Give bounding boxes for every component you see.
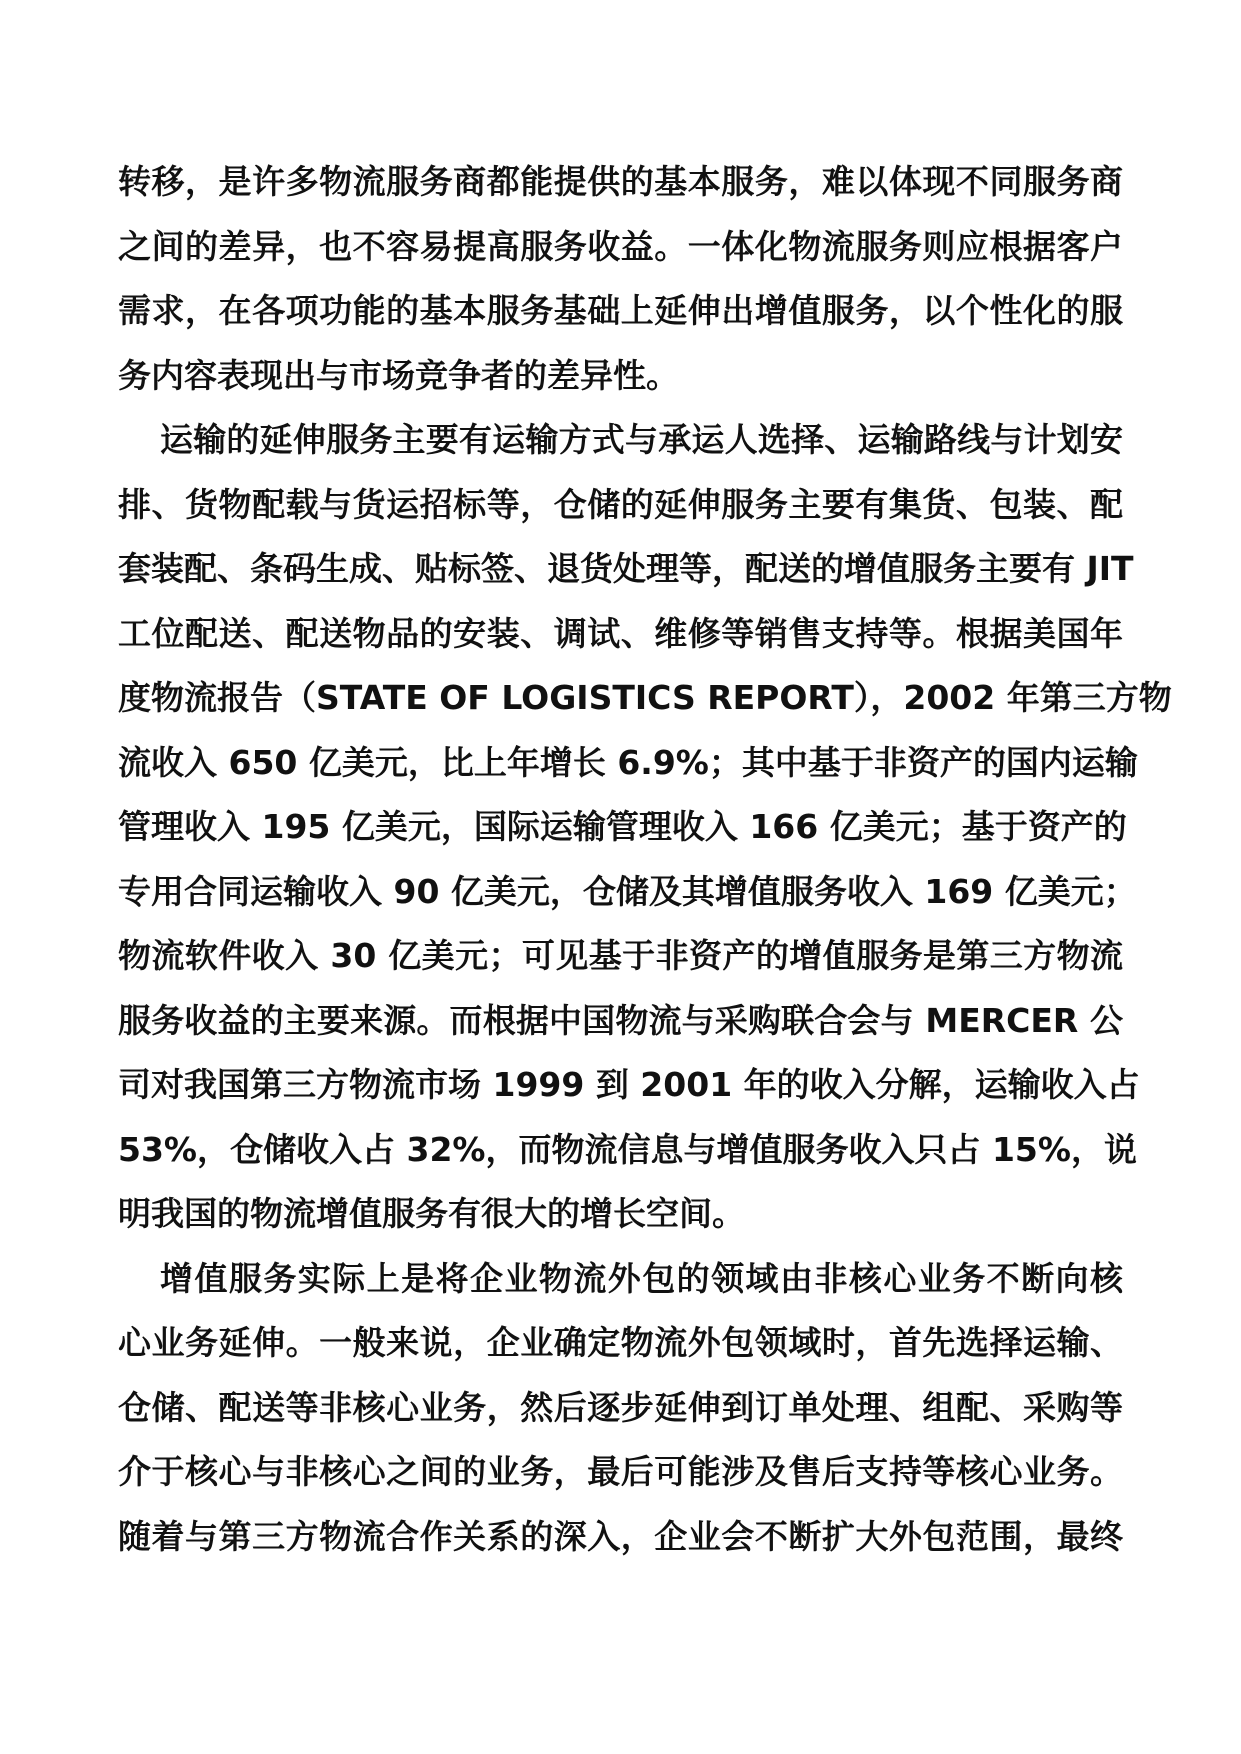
- text-line: 53%，仓储收入占 32%，而物流信息与增值服务收入只占 15%，说: [118, 1129, 1137, 1169]
- text-line: 需求，在各项功能的基本服务基础上延伸出增值服务，以个性化的服: [118, 291, 1123, 330]
- text-line: 司对我国第三方物流市场 1999 到 2001 年的收入分解，运输收入占: [118, 1065, 1140, 1104]
- text-line: 工位配送、配送物品的安装、调试、维修等销售支持等。根据美国年: [118, 613, 1123, 653]
- text-line: 之间的差异，也不容易提高服务收益。一体化物流服务则应根据客户: [118, 226, 1123, 266]
- text-line: 转移，是许多物流服务商都能提供的基本服务，难以体现不同服务商: [118, 162, 1123, 201]
- paragraph: [118, 1247, 1123, 1570]
- text-line: 度物流报告（STATE OF LOGISTICS REPORT），2002 年第三方物: [118, 678, 1172, 717]
- body-text: [118, 150, 1172, 1569]
- text-line: 随着与第三方物流合作关系的深入，企业会不断扩大外包范围，最终: [118, 1516, 1123, 1556]
- text-line: 管理收入 195 亿美元，国际运输管理收入 166 亿美元；基于资产的: [118, 807, 1127, 846]
- text-line: 运输的延伸服务主要有运输方式与承运人选择、运输路线与计划安: [160, 420, 1123, 459]
- text-line: 心业务延伸。一般来说，企业确定物流外包领域时，首先选择运输、: [118, 1323, 1123, 1362]
- text-line: 套装配、条码生成、贴标签、退货处理等，配送的增值服务主要有 JIT: [118, 549, 1134, 588]
- text-line: 服务收益的主要来源。而根据中国物流与采购联合会与 MERCER 公: [118, 1000, 1123, 1040]
- text-line: 介于核心与非核心之间的业务，最后可能涉及售后支持等核心业务。: [118, 1452, 1123, 1491]
- text-line: 仓储、配送等非核心业务，然后逐步延伸到订单处理、组配、采购等: [118, 1387, 1123, 1427]
- text-line: 专用合同运输收入 90 亿美元，仓储及其增值服务收入 169 亿美元；: [118, 871, 1137, 911]
- text-line: 明我国的物流增值服务有很大的增长空间。: [118, 1194, 745, 1233]
- text-line: 排、货物配载与货运招标等，仓储的延伸服务主要有集货、包装、配: [118, 484, 1123, 524]
- text-line: 增值服务实际上是将企业物流外包的领域由非核心业务不断向核: [160, 1258, 1123, 1298]
- paragraph: [118, 150, 1123, 408]
- text-line: 物流软件收入 30 亿美元；可见基于非资产的增值服务是第三方物流: [118, 936, 1123, 975]
- text-line: 务内容表现出与市场竞争者的差异性。: [118, 355, 679, 395]
- text-line: 流收入 650 亿美元，比上年增长 6.9%；其中基于非资产的国内运输: [118, 742, 1138, 782]
- paragraph: [118, 408, 1172, 1247]
